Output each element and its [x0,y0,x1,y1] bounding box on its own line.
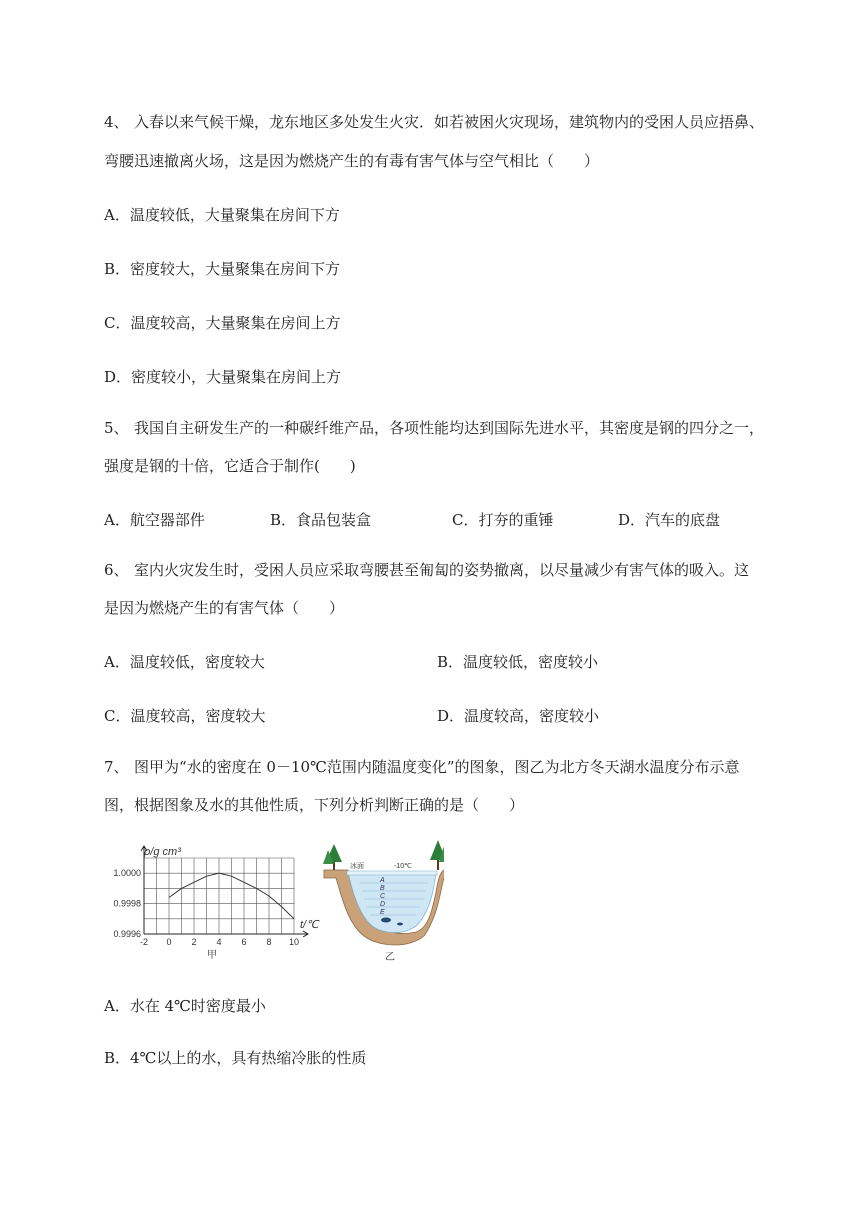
layer-label: C [380,893,386,900]
q5-number: 5、 [104,419,129,437]
tree-icon [430,840,444,870]
x-tick-label: 6 [241,937,247,947]
q4-stem-line-2: 弯腰迅速撤离火场，这是因为燃烧产生的有毒有害气体与空气相比（ ） [104,152,600,170]
x-tick-label: 10 [288,937,300,947]
q5-stem-line-2: 强度是钢的十倍，它适合于制作( ) [104,457,356,475]
q4-option-a: A．温度较低，大量聚集在房间下方 [104,206,340,224]
chart-grid [144,858,294,934]
q4-option-c: C．温度较高，大量聚集在房间上方 [104,314,341,332]
q7-number: 7、 [104,758,129,776]
y-axis-label: ρ/g cm³ [144,846,181,858]
q5-option-d: D．汽车的底盘 [618,511,721,529]
q4-number: 4、 [104,113,129,131]
q6-option-c: C．温度较高，密度较大 [104,707,266,725]
layer-label: A [380,877,385,884]
y-tick-label: 0.9998 [113,898,141,909]
figure-yi [323,840,444,963]
q6-option-d: D．温度较高，密度较小 [437,707,600,725]
q4-option-d: D．密度较小，大量聚集在房间上方 [104,368,342,386]
x-tick-label: 0 [166,937,172,947]
temperature-label: -10℃ [394,863,412,870]
figure-jia [113,846,320,961]
chart-axes [141,846,308,937]
q4-option-b: B．密度较大，大量聚集在房间下方 [104,260,341,278]
ice-layer [347,871,437,875]
figure-yi-caption: 乙 [385,952,395,963]
q7-figures-svg [104,832,444,964]
figure-jia-caption: 甲 [207,950,217,961]
q4-stem-line-1: 4、 入春以来气候干燥，龙东地区多处发生火灾．如若被困火灾现场，建筑物内的受困人员应捂鼻、 [104,113,765,131]
x-tick-label: 2 [191,937,197,947]
x-tick-label: 8 [266,937,272,947]
q7-figures [104,832,444,964]
q7-stem-line-1: 7、 图甲为“水的密度在 0－10℃范围内随温度变化”的图象，图乙为北方冬天湖水温度分布示意 [104,758,740,776]
q6-number: 6、 [104,561,129,579]
q7-stem-line-2: 图，根据图象及水的其他性质，下列分析判断正确的是（ ） [104,796,525,814]
fish-icon [381,918,391,923]
layer-label: B [380,885,385,892]
q6-option-a: A．温度较低，密度较大 [104,653,265,671]
y-tick-label: 1.0000 [113,868,141,879]
q6-stem-line-1: 6、 室内火灾发生时，受困人员应采取弯腰甚至匍匐的姿势撤离，以尽量减少有害气体的吸入。这 [104,561,750,579]
q5-option-b: B．食品包装盒 [270,511,372,529]
q6-stem-line-2: 是因为燃烧产生的有害气体（ ） [104,599,345,617]
q5-stem-line-1: 5、 我国自主研发生产的一种碳纤维产品，各项性能均达到国际先进水平，其密度是钢的四分之一， [104,419,765,437]
x-axis-label: t/℃ [300,919,319,931]
q6-option-b: B．温度较低，密度较小 [437,653,599,671]
q5-option-a: A．航空器部件 [104,511,205,529]
tree-icon [323,844,342,870]
y-tick-label: 0.9996 [113,929,141,939]
q7-option-a: A．水在 4℃时密度最小 [104,997,266,1015]
fish-icon [397,923,403,926]
layer-label: D [380,901,386,908]
y-tick-labels [113,868,141,939]
axis-line [141,846,147,934]
q7-option-b: B．4℃以上的水，具有热缩冷胀的性质 [104,1049,367,1067]
x-tick-label: -2 [139,937,149,947]
ice-surface-label: 冰面 [350,863,364,870]
layer-label: E [380,909,385,916]
q5-option-c: C．打夯的重锤 [452,511,554,529]
x-tick-label: 4 [216,937,222,947]
x-tick-labels [140,937,299,947]
